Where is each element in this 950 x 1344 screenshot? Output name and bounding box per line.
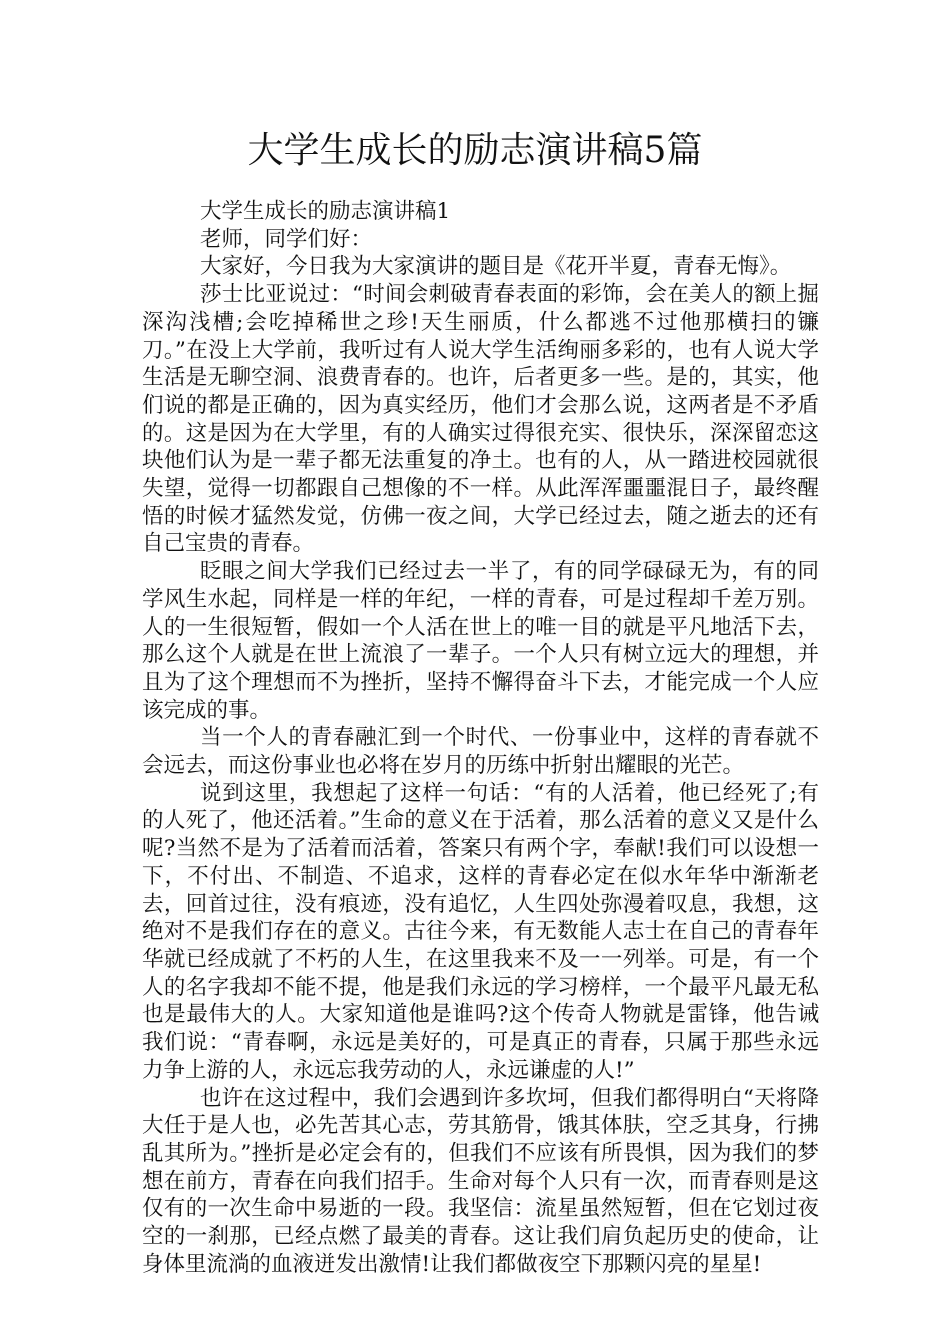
document-body bbox=[142, 198, 819, 1278]
greeting: 老师，同学们好： bbox=[200, 226, 373, 252]
document-title: 大学生成长的励志演讲稿5篇 bbox=[247, 130, 703, 171]
paragraph-2: 莎士比亚说过：“时间会刺破青春表面的彩饰，会在美人的额上掘深沟浅槽;会吃掉稀世之珍!天生丽质，什么都逃不过他那横扫的镰刀。”在没上大学前，我听过有人说大学生活绚丽多彩的，也有人说大学生活是无聊空洞、浪费青春的。也许，后者更多一些。是的，其实，他们说的都是正确的，因为真实经历，他们才会那么说，这两者是不矛盾的。这是因为在大学里，有的人确实过得很充实、很快乐，深深留恋这块他们认为是一辈子都无法重复的净土。也有的人，从一踏进校园就很失望，觉得一切都跟自己想像的不一样。从此浑浑噩噩混日子，最终醒悟的时候才猛然发觉，仿佛一夜之间，大学已经过去，随之逝去的还有自己宝贵的青春。 bbox=[142, 282, 819, 557]
paragraph-3: 眨眼之间大学我们已经过去一半了，有的同学碌碌无为，有的同学风生水起，同样是一样的年纪，一样的青春，可是过程却千差万别。人的一生很短暂，假如一个人活在世上的唯一目的就是平凡地活下去，那么这个人就是在世上流浪了一辈子。一个人只有树立远大的理想，并且为了这个理想而不为挫折，坚持不懈得奋斗下去，才能完成一个人应该完成的事。 bbox=[142, 559, 819, 723]
section-heading: 大学生成长的励志演讲稿1 bbox=[200, 199, 451, 224]
paragraph-6: 也许在这过程中，我们会遇到许多坎坷，但我们都得明白“天将降大任于是人也，必先苦其心志，劳其筋骨，饿其体肤，空乏其身，行拂乱其所为。”挫折是必定会有的，但我们不应该有所畏惧，因为我们的梦想在前方，青春在向我们招手。生命对每个人只有一次，而青春则是这仅有的一次生命中易逝的一段。我坚信：流星虽然短暂，但在它划过夜空的一刹那，已经点燃了最美的青春。这让我们肩负起历史的使命，让身体里流淌的血液迸发出激情!让我们都做夜空下那颗闪亮的星星! bbox=[142, 1085, 819, 1277]
paragraph-1: 大家好，今日我为大家演讲的题目是《花开半夏，青春无悔》。 bbox=[200, 254, 792, 280]
paragraph-5: 说到这里，我想起了这样一句话：“有的人活着，他已经死了;有的人死了，他还活着。”生命的意义在于活着，那么活着的意义又是什么呢?当然不是为了活着而活着，答案只有两个字，奉献!我们可以设想一下，不付出、不制造、不追求，这样的青春必定在似水年华中渐渐老去，回首过往，没有痕迹，没有追忆，人生四处弥漫着叹息，我想，这绝对不是我们存在的意义。古往今来，有无数能人志士在自己的青春年华就已经成就了不朽的人生，在这里我来不及一一列举。可是，有一个人的名字我却不能不提，他是我们永远的学习榜样，一个最平凡最无私也是最伟大的人。大家知道他是谁吗?这个传奇人物就是雷锋，他告诫我们说：“青春啊，永远是美好的，可是真正的青春，只属于那些永远力争上游的人，永远忘我劳动的人，永远谦虚的人!” bbox=[142, 780, 819, 1083]
paragraph-4: 当一个人的青春融汇到一个时代、一份事业中，这样的青春就不会远去，而这份事业也必将在岁月的历练中折射出耀眼的光芒。 bbox=[142, 725, 819, 779]
